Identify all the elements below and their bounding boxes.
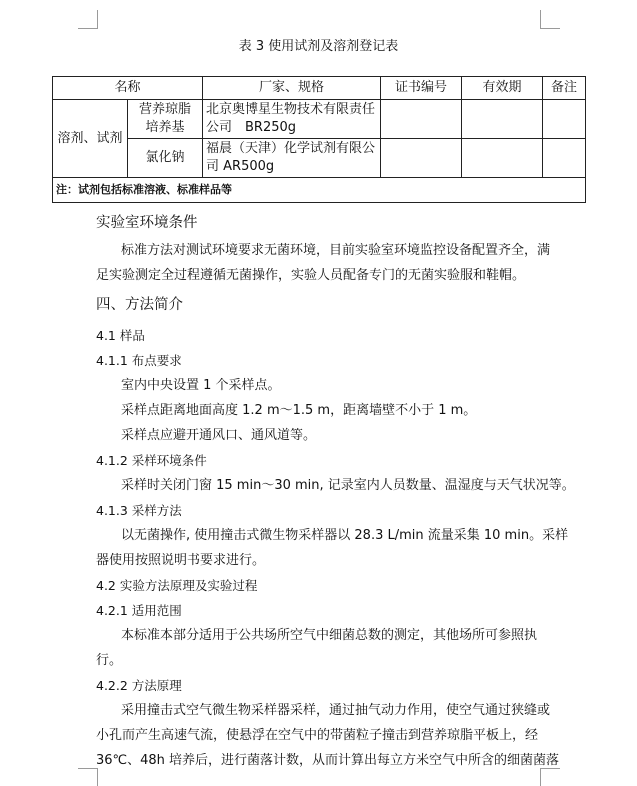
crop-mark [78, 768, 98, 769]
header-validity: 有效期 [462, 77, 543, 100]
header-remark: 备注 [543, 77, 586, 100]
paragraph-line: 以无菌操作, 使用撞击式微生物采样器以 28.3 L/min 流量采集 10 min。采样 [121, 528, 569, 543]
crop-mark [540, 28, 560, 29]
table-caption: 表 3 使用试剂及溶剂登记表 [238, 39, 399, 54]
paragraph-line: 本标准本部分适用于公共场所空气中细菌总数的测定，其他场所可参照执 [121, 628, 538, 643]
subsection-heading: 4.1 样品 [96, 328, 145, 343]
subsection-heading: 4.1.3 采样方法 [96, 503, 182, 518]
remark-cell [543, 139, 586, 178]
reagent-register-table [52, 76, 586, 203]
reagent-name: 营养琼脂 培养基 [128, 100, 203, 139]
table-row [53, 100, 586, 139]
header-name: 名称 [53, 77, 203, 100]
validity-cell [462, 139, 543, 178]
paragraph-line: 小孔而产生高速气流，使悬浮在空气中的带菌粒子撞击到营养琼脂平板上，经 [96, 728, 539, 743]
paragraph-line: 器使用按照说明书要求进行。 [96, 553, 266, 568]
subsection-heading: 4.2.2 方法原理 [96, 678, 182, 693]
crop-mark [540, 10, 541, 29]
table-note: 注：试剂包括标准溶液、标准样品等 [53, 178, 586, 203]
paragraph-line: 采用撞击式空气微生物采样器采样，通过抽气动力作用，使空气通过狭缝或 [121, 703, 551, 718]
subsection-heading: 4.2 实验方法原理及实验过程 [96, 578, 258, 593]
certificate-cell [381, 139, 462, 178]
paragraph-line: 采样点应避开通风口、通风道等。 [121, 428, 317, 443]
paragraph-line: 采样点距离地面高度 1.2 m～1.5 m，距离墙壁不小于 1 m。 [121, 403, 477, 418]
crop-mark [97, 768, 98, 786]
paragraph-line: 标准方法对测试环境要求无菌环境，目前实验室环境监控设备配置齐全，满 [121, 243, 551, 258]
certificate-cell [381, 100, 462, 139]
header-certificate: 证书编号 [381, 77, 462, 100]
crop-mark [78, 28, 98, 29]
section-heading: 四、方法简介 [96, 297, 183, 313]
reagent-maker: 福晨（天津）化学试剂有限公 司 AR500g [203, 139, 381, 178]
reagent-maker: 北京奥博星生物技术有限责任 公司 BR250g [203, 100, 381, 139]
paragraph-line: 采样时关闭门窗 15 min～30 min, 记录室内人员数量、温湿度与天气状况等。 [121, 478, 575, 493]
table-header-row [53, 77, 586, 100]
lab-env-heading: 实验室环境条件 [96, 215, 198, 231]
remark-cell [543, 100, 586, 139]
paragraph-line: 足实验测定全过程遵循无菌操作，实验人员配备专门的无菌实验服和鞋帽。 [96, 268, 526, 283]
paragraph-line: 室内中央设置 1 个采样点。 [121, 378, 281, 393]
subsection-heading: 4.1.1 布点要求 [96, 353, 182, 368]
table-row [53, 139, 586, 178]
paragraph-line: 行。 [96, 653, 123, 668]
paragraph-line: 36℃、48h 培养后，进行菌落计数，从而计算出每立方米空气中所含的细菌菌落 [96, 753, 560, 768]
group-label: 溶剂、试剂 [53, 100, 128, 178]
table-note-row [53, 178, 586, 203]
subsection-heading: 4.2.1 适用范围 [96, 603, 182, 618]
crop-mark [97, 10, 98, 29]
validity-cell [462, 100, 543, 139]
subsection-heading: 4.1.2 采样环境条件 [96, 453, 207, 468]
header-maker: 厂家、规格 [203, 77, 381, 100]
reagent-name: 氯化钠 [128, 139, 203, 178]
crop-mark [540, 768, 541, 786]
